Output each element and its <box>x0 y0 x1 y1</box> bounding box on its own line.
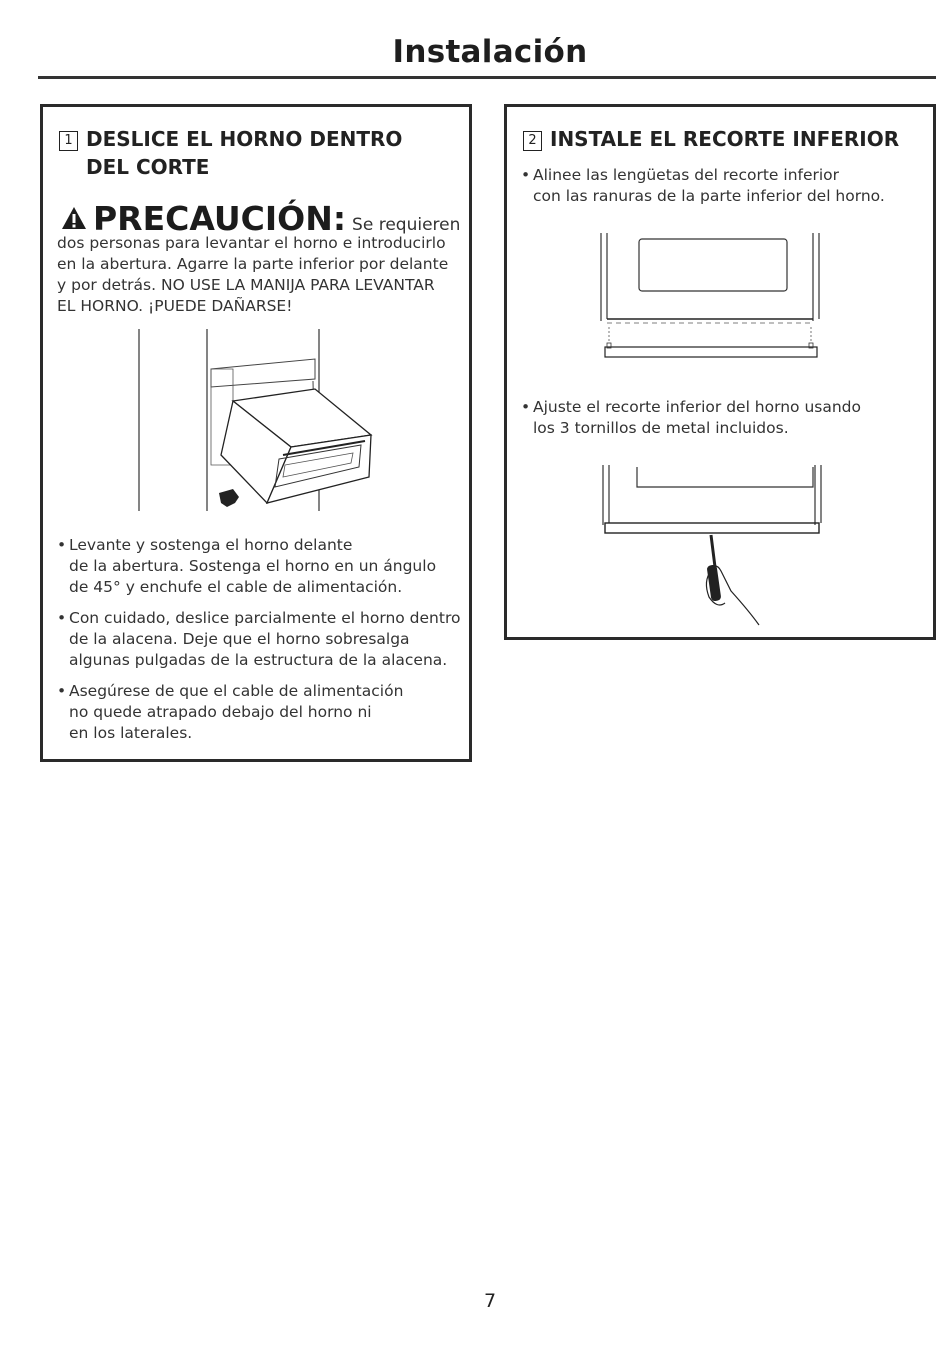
list-item <box>57 608 467 671</box>
caution-line: en la abertura. Agarre la parte inferior por delante <box>57 255 449 273</box>
step1-heading-line2: DEL CORTE <box>86 155 210 179</box>
step2-number: 2 <box>523 131 542 151</box>
title-rule <box>38 76 936 79</box>
bullet-line: • Levante y sostenga el horno delante <box>69 536 353 554</box>
warning-triangle-icon <box>61 206 87 230</box>
caution-text <box>57 233 448 317</box>
caution-rest: Se requieren <box>352 215 461 235</box>
oven-slide-illustration <box>133 325 383 515</box>
bullet-line: • Alinee las lengüetas del recorte inferior <box>533 166 840 184</box>
bullet-line: no quede atrapado debajo del horno ni <box>69 703 372 721</box>
screwdriver-illustration <box>599 463 829 631</box>
step1-heading <box>59 125 402 181</box>
list-item <box>521 397 931 439</box>
step2-bullet-list-1 <box>521 165 931 217</box>
list-item <box>521 165 931 207</box>
caution-line: dos personas para levantar el horno e introducirlo <box>57 234 446 252</box>
step2-heading-text: INSTALE EL RECORTE INFERIOR <box>550 127 900 151</box>
step1-panel <box>40 104 472 762</box>
bullet-line: de la abertura. Sostenga el horno en un ángulo <box>69 557 437 575</box>
step1-bullet-list <box>57 535 467 754</box>
bullet-line: de la alacena. Deje que el horno sobresalga <box>69 630 410 648</box>
bullet-line: los 3 tornillos de metal incluidos. <box>533 419 789 437</box>
page-number: 7 <box>483 1290 497 1312</box>
list-item <box>57 535 467 598</box>
step1-heading-line1: DESLICE EL HORNO DENTRO <box>86 127 403 151</box>
bullet-line: algunas pulgadas de la estructura de la alacena. <box>69 651 448 669</box>
caution-line: EL HORNO. ¡PUEDE DAÑARSE! <box>57 297 293 315</box>
step2-panel <box>504 104 936 640</box>
page-title: Instalación <box>392 34 588 70</box>
bullet-line: • Asegúrese de que el cable de alimentación <box>69 682 404 700</box>
bullet-line: de 45° y enchufe el cable de alimentación. <box>69 578 403 596</box>
trim-align-illustration <box>597 231 827 361</box>
list-item <box>57 681 467 744</box>
bullet-line: • Ajuste el recorte inferior del horno usando <box>533 398 861 416</box>
bullet-line: • Con cuidado, deslice parcialmente el horno dentro <box>69 609 461 627</box>
step2-bullet-list-2 <box>521 397 931 449</box>
step2-heading <box>523 125 899 153</box>
caution-word: PRECAUCIÓN: <box>93 199 347 238</box>
step1-number: 1 <box>59 131 78 151</box>
bullet-line: en los laterales. <box>69 724 193 742</box>
bullet-line: con las ranuras de la parte inferior del horno. <box>533 187 885 205</box>
caution-line: y por detrás. NO USE LA MANIJA PARA LEVANTAR <box>57 276 435 294</box>
